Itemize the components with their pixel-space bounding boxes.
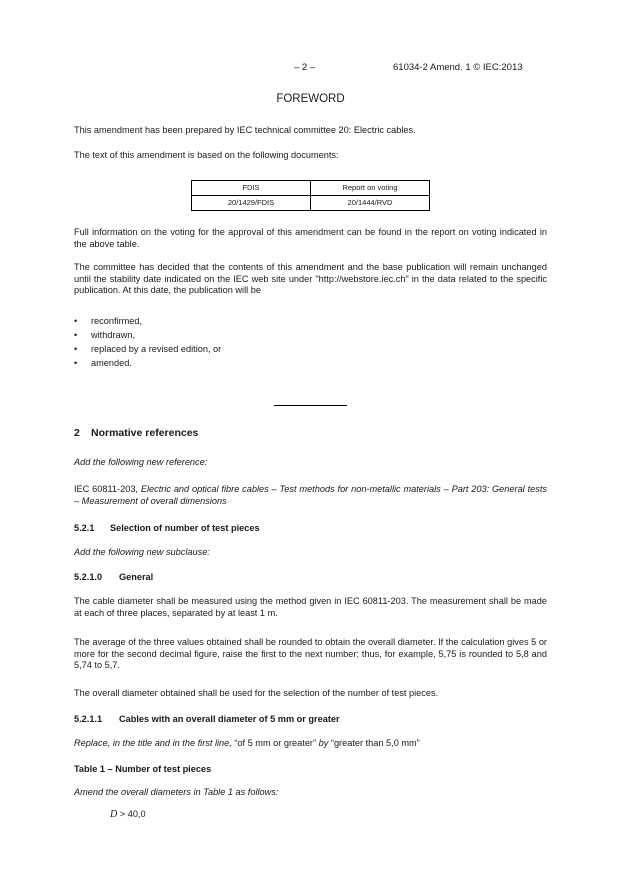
diameter-expression: D > 40,0 <box>110 809 146 820</box>
section-2-instruction: Add the following new reference: <box>74 457 208 467</box>
section-5-2-1-instruction: Add the following new subclause: <box>74 547 210 557</box>
foreword-p3: Full information on the voting for the approval of this amendment can be found in the report on voting indicated in the above table. <box>74 227 547 249</box>
document-id: 61034-2 Amend. 1 © IEC:2013 <box>393 62 523 73</box>
list-item: • withdrawn, <box>74 330 135 340</box>
reference-entry: IEC 60811-203, Electric and optical fibre cables – Test methods for non-metallic materials – Part 203: General tests – Measurement of overall dimensions <box>74 484 547 506</box>
foreword-title: FOREWORD <box>276 93 345 105</box>
table-header: FDIS <box>192 181 311 196</box>
table-header: Report on voting <box>311 181 430 196</box>
table-1-title: Table 1 – Number of test pieces <box>74 764 212 774</box>
foreword-p1: This amendment has been prepared by IEC technical committee 20: Electric cables. <box>74 125 416 135</box>
general-p3: The overall diameter obtained shall be used for the selection of the number of test pieces. <box>74 688 439 698</box>
list-item: • amended. <box>74 358 132 368</box>
section-2-heading: 2 Normative references <box>74 427 199 439</box>
foreword-p4: The committee has decided that the contents of this amendment and the base publication will remain unchanged until the stability date indicated on the IEC web site under "http://webstore.iec.ch" in the data related to the specific publication. At this date, the publication will be <box>74 262 547 295</box>
section-5-2-1-1-heading: 5.2.1.1 Cables with an overall diameter of 5 mm or greater <box>74 714 340 724</box>
replace-instruction: Replace, in the title and in the first line, “of 5 mm or greater” by “greater than 5,0 mm” <box>74 738 420 748</box>
section-5-2-1-heading: 5.2.1 Selection of number of test pieces <box>74 523 260 533</box>
table-cell: 20/1429/FDIS <box>192 196 311 211</box>
list-item: • replaced by a revised edition, or <box>74 344 222 354</box>
documents-table <box>191 180 430 211</box>
section-5-2-1-0-heading: 5.2.1.0 General <box>74 572 154 582</box>
list-item: • reconfirmed, <box>74 316 143 326</box>
table-1-instruction: Amend the overall diameters in Table 1 as follows: <box>74 787 279 797</box>
page-number: – 2 – <box>294 62 316 73</box>
foreword-p2: The text of this amendment is based on the following documents: <box>74 150 339 160</box>
general-p2: The average of the three values obtained shall be rounded to obtain the overall diameter. If the calculation gives 5 or more for the second decimal figure, raise the first to the next number; thus, for example, 5,75 is rounded to 5,8 and 5,74 to 5,7. <box>74 637 547 670</box>
general-p1: The cable diameter shall be measured using the method given in IEC 60811-203. The measurement shall be made at each of three places, separated by at least 1 m. <box>74 596 547 618</box>
divider <box>274 405 347 406</box>
table-cell: 20/1444/RVD <box>311 196 430 211</box>
